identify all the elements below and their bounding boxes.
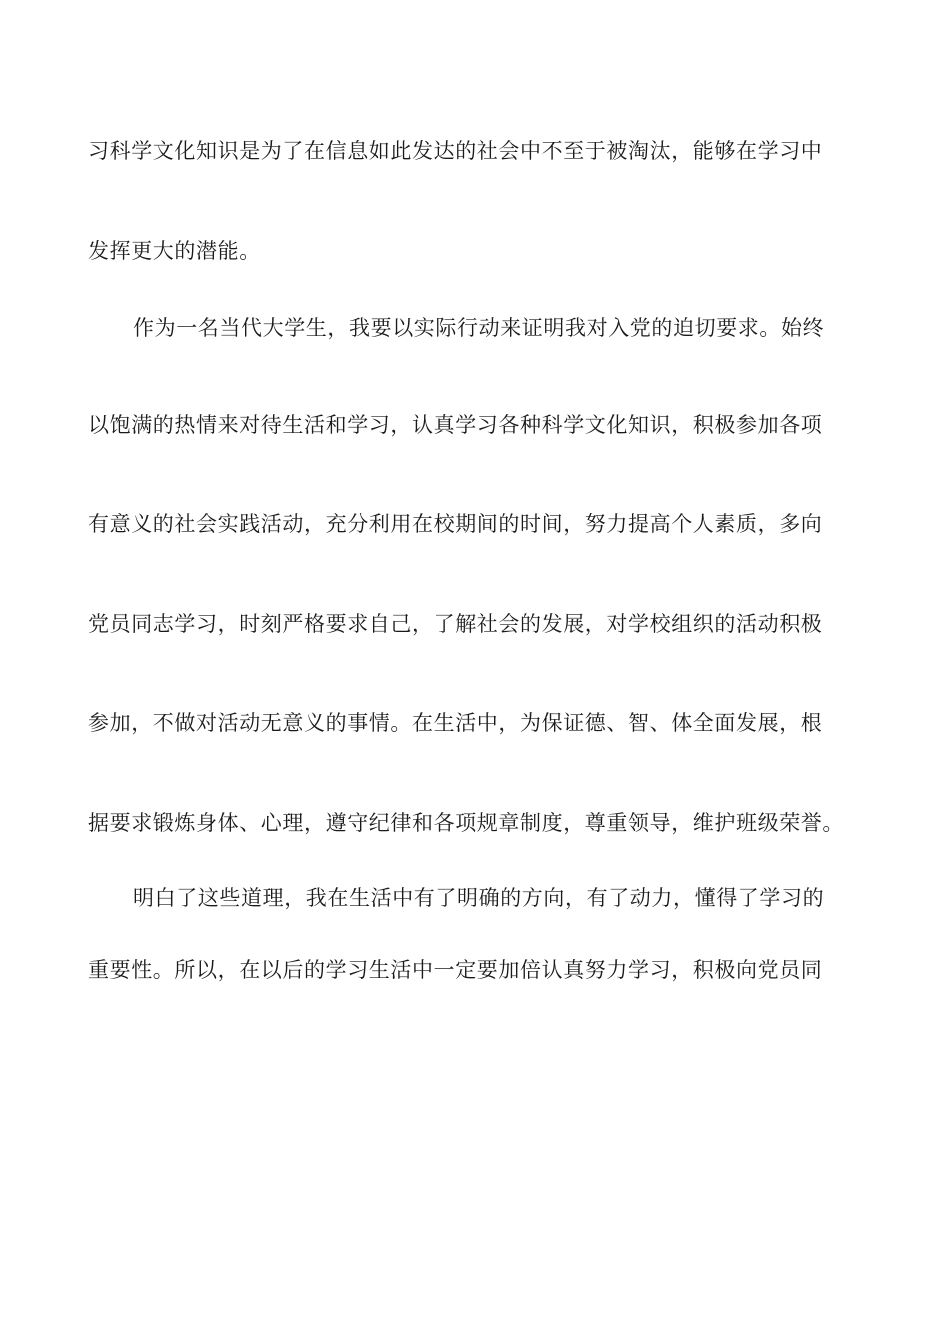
text-line-7: 参加，不做对活动无意义的事情。在生活中，为保证德、智、体全面发展，根 <box>88 711 823 735</box>
text-line-1: 习科学文化知识是为了在信息如此发达的社会中不至于被淘汰，能够在学习中 <box>88 139 823 163</box>
text-line-8: 据要求锻炼身体、心理，遵守纪律和各项规章制度，尊重领导，维护班级荣誉。 <box>88 811 844 835</box>
text-line-2: 发挥更大的潜能。 <box>88 239 261 263</box>
text-line-6: 党员同志学习，时刻严格要求自己，了解社会的发展，对学校组织的活动积极 <box>88 612 823 636</box>
paragraph-3-line-1: 明白了这些道理，我在生活中有了明确的方向，有了动力，懂得了学习的 <box>133 886 825 910</box>
text-line-4: 以饱满的热情来对待生活和学习，认真学习各种科学文化知识，积极参加各项 <box>88 413 823 437</box>
paragraph-2-line-1: 作为一名当代大学生，我要以实际行动来证明我对入党的迫切要求。始终 <box>133 316 825 340</box>
text-line-5: 有意义的社会实践活动，充分利用在校期间的时间，努力提高个人素质，多向 <box>88 512 823 536</box>
text-line-10: 重要性。所以，在以后的学习生活中一定要加倍认真努力学习，积极向党员同 <box>88 958 823 982</box>
